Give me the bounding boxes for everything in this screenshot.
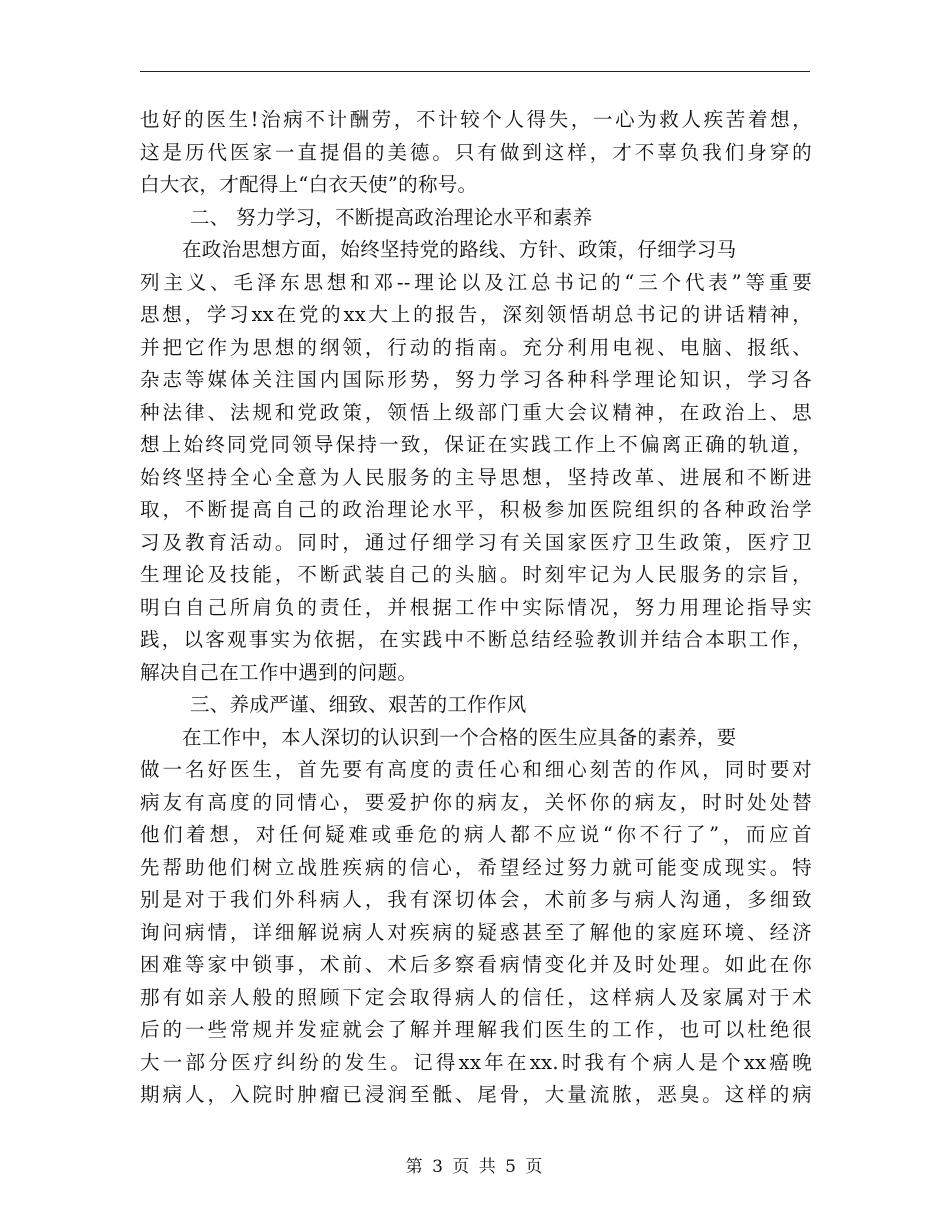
text-line: 取，不断提高自己的政治理论水平，积极参加医院组织的各种政治学	[140, 498, 812, 521]
text-line: 杂志等媒体关注国内国际形势，努力学习各种科学理论知识，学习各	[140, 368, 812, 391]
text-line: 始终坚持全心全意为人民服务的主导思想，坚持改革、进展和不断进	[140, 465, 812, 489]
text-line: 列主义、毛泽东思想和邓--理论以及江总书记的“三个代表”等重要	[140, 270, 812, 294]
text-line: 做一名好医生，首先要有高度的责任心和细心刻苦的作风，同时要对	[140, 758, 812, 781]
text-line: 大一部分医疗纠纷的发生。记得xx年在xx.时我有个病人是个xx癌晚	[140, 1050, 812, 1074]
document-body	[140, 104, 812, 1112]
text-line: 先帮助他们树立战胜疾病的信心，希望经过努力就可能变成现实。特	[140, 855, 812, 879]
text-line: 那有如亲人般的照顾下定会取得病人的信任，这样病人及家属对于术	[140, 985, 812, 1009]
text-line: 期病人，入院时肿瘤已浸润至骶、尾骨，大量流脓，恶臭。这样的病	[140, 1083, 812, 1106]
text-line: 三、养成严谨、细致、艰苦的工作作风	[190, 693, 527, 716]
text-line: 别是对于我们外科病人，我有深切体会，术前多与病人沟通，多细致	[140, 888, 812, 911]
text-line: 践，以客观事实为依据，在实践中不断总结经验教训并结合本职工作，	[140, 628, 812, 651]
text-line: 在工作中，本人深切的认识到一个合格的医生应具备的素养，要	[182, 725, 737, 749]
text-line: 并把它作为思想的纲领，行动的指南。充分利用电视、电脑、报纸、	[140, 335, 812, 359]
header-rule	[140, 71, 810, 72]
text-line: 解决自己在工作中遇到的问题。	[140, 660, 418, 684]
text-line: 询问病情，详细解说病人对疾病的疑惑甚至了解他的家庭环境、经济	[140, 920, 812, 944]
text-line: 这是历代医家一直提倡的美德。只有做到这样，才不辜负我们身穿的	[140, 140, 812, 164]
text-line: 后的一些常规并发症就会了解并理解我们医生的工作，也可以杜绝很	[140, 1018, 812, 1041]
text-line: 种法律、法规和党政策，领悟上级部门重大会议精神，在政治上、思	[140, 400, 812, 424]
text-line: 也好的医生!治病不计酬劳，不计较个人得失，一心为救人疾苦着想，	[140, 108, 812, 131]
text-line: 习及教育活动。同时，通过仔细学习有关国家医疗卫生政策，医疗卫	[140, 530, 812, 554]
text-line: 思想，学习xx在党的xx大上的报告，深刻领悟胡总书记的讲话精神，	[140, 303, 812, 326]
text-line: 白大衣，才配得上“白衣天使”的称号。	[140, 173, 478, 196]
text-line: 明白自己所肩负的责任，并根据工作中实际情况，努力用理论指导实	[140, 595, 812, 619]
text-line: 二、 努力学习，不断提高政治理论水平和素养	[190, 205, 593, 229]
text-line: 想上始终同党同领导保持一致，保证在实践工作上不偏离正确的轨道，	[140, 433, 812, 456]
text-line: 生理论及技能，不断武装自己的头脑。时刻牢记为人民服务的宗旨，	[140, 563, 812, 586]
text-line: 他们着想，对任何疑难或垂危的病人都不应说“你不行了”，而应首	[140, 823, 812, 846]
text-line: 在政治思想方面，始终坚持党的路线、方针、政策，仔细学习马	[182, 238, 737, 261]
text-line: 困难等家中锁事，术前、术后多察看病情变化并及时处理。如此在你	[140, 953, 812, 976]
text-line: 病友有高度的同情心，要爱护你的病友，关怀你的病友，时时处处替	[140, 790, 812, 814]
page-number: 第 3 页 共 5 页	[405, 1157, 545, 1177]
